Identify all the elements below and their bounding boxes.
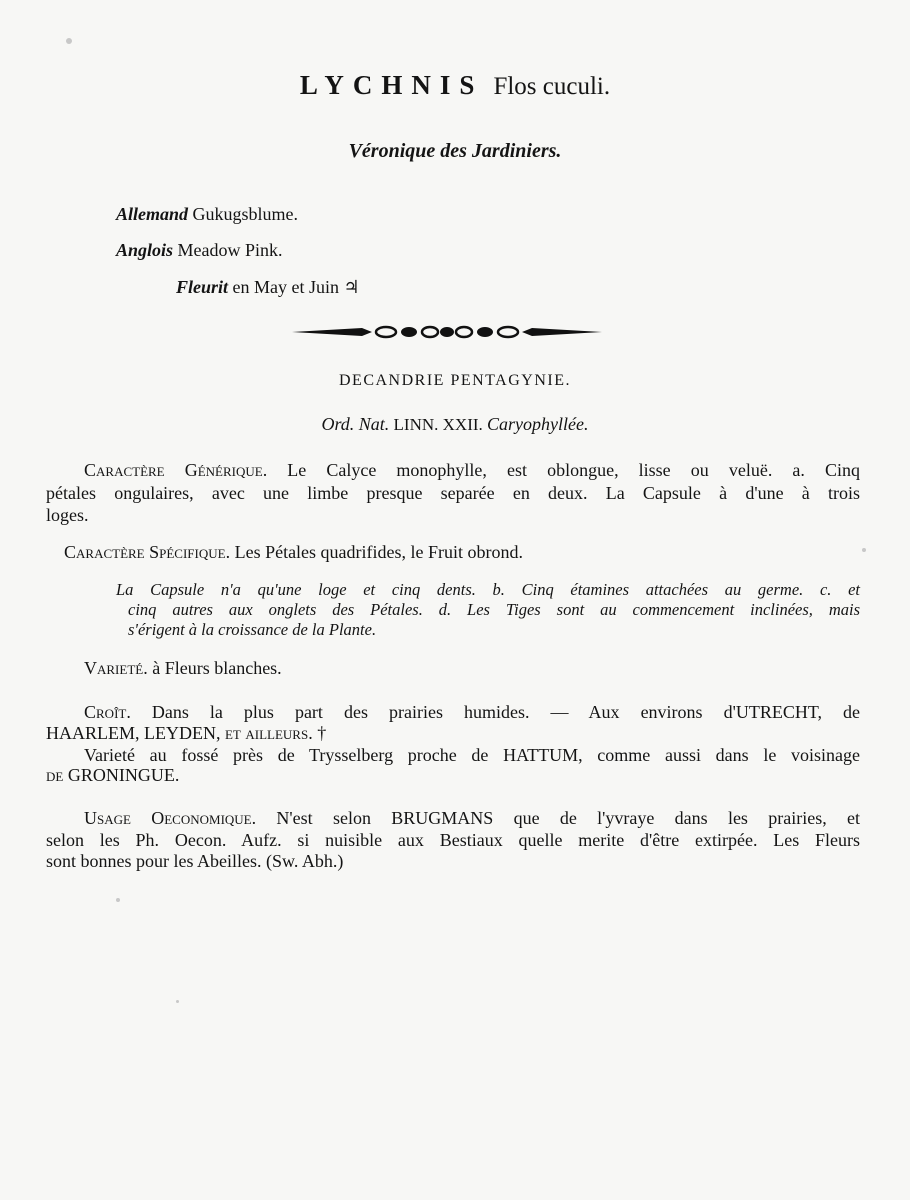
variety — [84, 658, 282, 679]
order-family: Caryophyllée. — [487, 414, 589, 434]
vernacular-name: Gukugsblume. — [192, 204, 299, 224]
species-name: Flos cuculi. — [493, 73, 611, 100]
usage-line2: selon les Ph. Oecon. Aufz. si nuisible aux Bestiaux quelle merite d'être extirpée. Les Fleurs — [46, 830, 860, 850]
ornament-divider — [292, 322, 602, 342]
flowering-period — [176, 277, 360, 298]
habitat-line4: de GRONINGUE. — [46, 765, 180, 785]
order-linn: LINN. — [393, 415, 439, 434]
order-prefix: Ord. Nat. — [321, 414, 390, 434]
flowering-text: en May et Juin — [232, 277, 339, 297]
paper-speck — [116, 898, 120, 902]
habitat-line1 — [84, 702, 860, 723]
genus-name: LYCHNIS — [299, 70, 484, 100]
vernacular-english — [116, 240, 283, 261]
variety-text: à Fleurs blanches. — [152, 658, 282, 678]
page-title — [0, 70, 910, 101]
usage-line1 — [84, 808, 860, 829]
habitat-line2: HAARLEM, LEYDEN, et ailleurs. † — [46, 723, 327, 743]
linnaean-class: DECANDRIE PENTAGYNIE. — [339, 372, 571, 389]
specific-text: Les Pétales quadrifides, le Fruit obrond. — [234, 542, 524, 562]
usage-text: N'est selon BRUGMANS que de l'yvraye dans les prairies, et — [276, 808, 860, 828]
order-number: XXII. — [442, 415, 483, 434]
paper-speck — [176, 1000, 179, 1003]
variety-head: Varieté. — [84, 658, 148, 678]
usage-head: Usage Oeconomique. — [84, 808, 257, 828]
generic-text: Le Calyce monophylle, est oblongue, lisse ou veluë. a. Cinq — [287, 460, 861, 480]
french-common-name: Véronique des Jardiniers. — [348, 140, 562, 162]
usage-line3: sont bonnes pour les Abeilles. (Sw. Abh.) — [46, 851, 344, 871]
figure-note-line3: s'érigent à la croissance de la Plante. — [128, 620, 377, 639]
specific-head: Caractère Spécifique. — [64, 542, 231, 562]
generic-character-line1 — [84, 460, 860, 481]
paper-speck — [862, 548, 866, 552]
specific-character — [64, 542, 523, 563]
paper-speck — [66, 38, 72, 44]
vernacular-german — [116, 204, 298, 225]
vernacular-name: Meadow Pink. — [177, 240, 283, 260]
figure-note-line1: La Capsule n'a qu'une loge et cinq dents. b. Cinq étamines attachées au germe. c. et — [116, 580, 860, 599]
habitat-text: Dans la plus part des prairies humides. — Aux environs d'UTRECHT, de — [151, 702, 860, 722]
flowering-label: Fleurit — [176, 277, 229, 297]
figure-note-line2: cinq autres aux onglets des Pétales. d. Les Tiges sont au commencement inclinées, mais — [128, 600, 860, 619]
vernacular-lang: Anglois — [116, 240, 174, 260]
habitat-head: Croît. — [84, 702, 131, 722]
perennial-symbol: ♃ — [343, 277, 360, 297]
habitat-line3: Varieté au fossé près de Trysselberg proche de HATTUM, comme aussi dans le voisinage — [84, 745, 860, 765]
generic-character-line2: pétales ongulaires, avec une limbe presque separée en deux. La Capsule à d'une à trois — [46, 483, 860, 503]
vernacular-lang: Allemand — [116, 204, 189, 224]
natural-order — [0, 414, 910, 435]
generic-character-line3: loges. — [46, 505, 89, 525]
generic-head: Caractère Générique. — [84, 460, 268, 480]
